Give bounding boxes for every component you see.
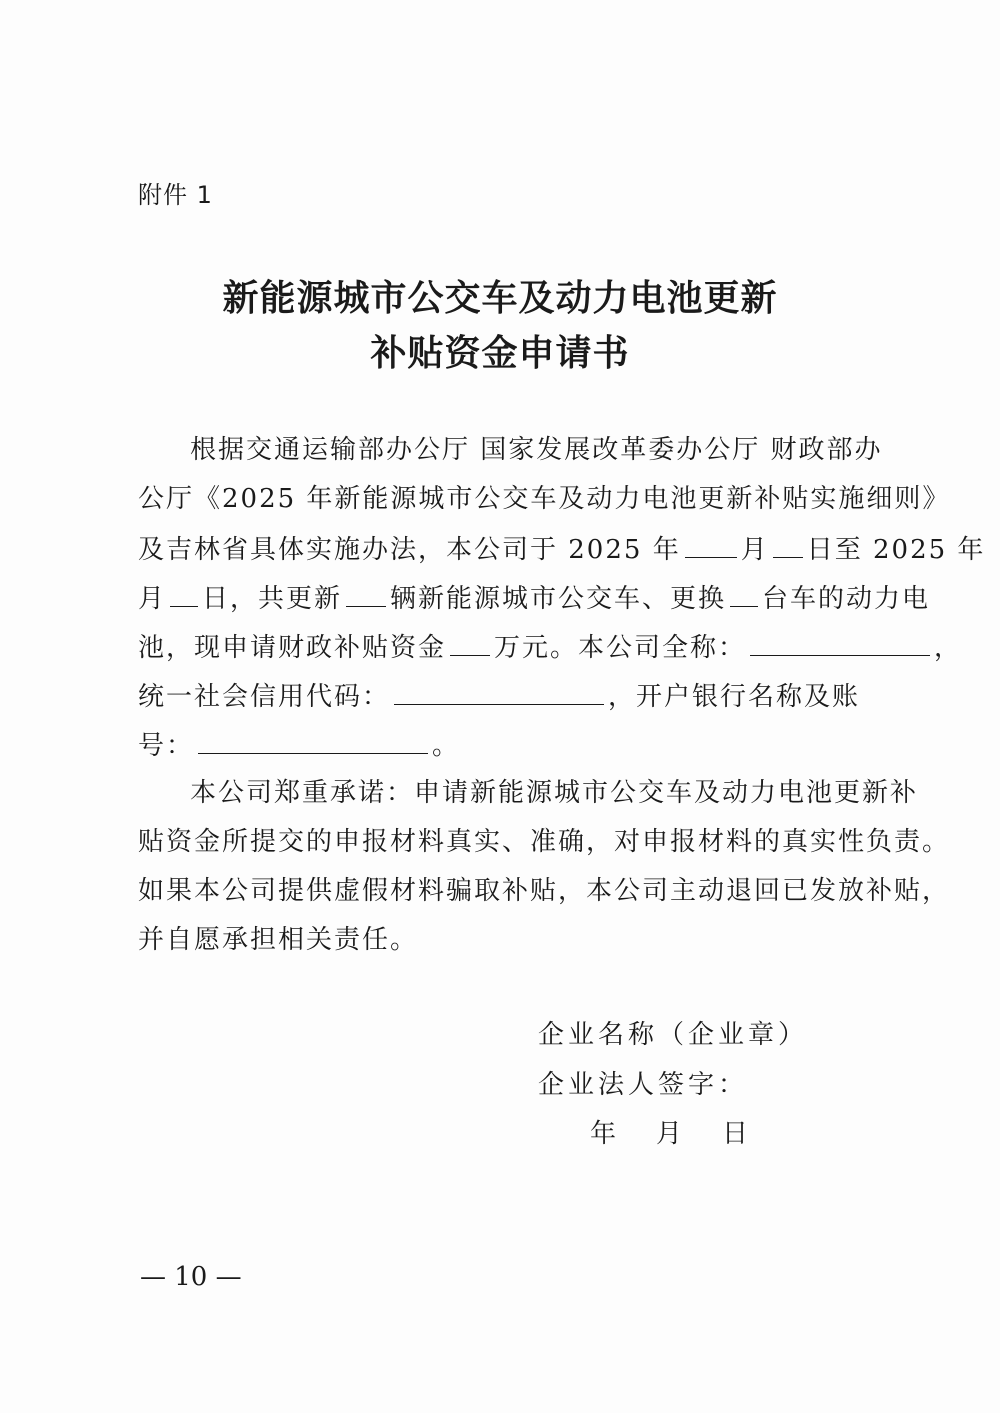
para1-line-3-text-c: 日至 2025 年 bbox=[806, 535, 986, 565]
title-line-2: 补贴资金申请书 bbox=[370, 333, 630, 374]
para1-line-4-text-d: 台车的动力电 bbox=[762, 584, 931, 614]
title-line-1: 新能源城市公交车及动力电池更新 bbox=[222, 278, 778, 319]
company-name-blank[interactable] bbox=[750, 629, 930, 656]
para1-line-4-text-c: 辆新能源城市公交车、更换 bbox=[390, 584, 727, 614]
date-month: 月 bbox=[656, 1119, 683, 1149]
legal-rep-signature-label: 企业法人签字： bbox=[538, 1070, 749, 1100]
para1-line-3-text-a: 及吉林省具体实施办法，本公司于 2025 年 bbox=[138, 535, 681, 565]
day-end-blank[interactable] bbox=[170, 580, 198, 607]
para2-line-1: 本公司郑重承诺：申请新能源城市公交车及动力电池更新补 bbox=[190, 778, 919, 808]
para1-line-2: 公厅《2025 年新能源城市公交车及动力电池更新补贴实施细则》 bbox=[138, 484, 951, 514]
para1-line-7-text-b: 。 bbox=[432, 731, 461, 761]
para1-line-5-text-b: 万元。本公司全称： bbox=[494, 633, 747, 663]
day-start-blank[interactable] bbox=[773, 531, 803, 558]
company-seal-label: 企业名称（企业章） bbox=[538, 1020, 809, 1050]
para2-line-3: 如果本公司提供虚假材料骗取补贴，本公司主动退回已发放补贴， bbox=[138, 876, 951, 906]
credit-code-blank[interactable] bbox=[394, 678, 604, 705]
attachment-label: 附件 1 bbox=[138, 181, 213, 209]
subsidy-amount-blank[interactable] bbox=[450, 629, 490, 656]
para1-line-5 bbox=[138, 629, 963, 665]
bank-account-blank[interactable] bbox=[198, 727, 428, 754]
page-number: — 10 — bbox=[140, 1262, 242, 1292]
para2-line-4: 并自愿承担相关责任。 bbox=[138, 925, 419, 955]
para1-line-4-text-b: 日，共更新 bbox=[202, 584, 343, 614]
battery-count-blank[interactable] bbox=[730, 580, 758, 607]
para1-line-7 bbox=[138, 727, 878, 763]
para1-line-3-text-b: 月 bbox=[740, 535, 769, 565]
signature-date bbox=[590, 1117, 788, 1151]
bus-count-blank[interactable] bbox=[346, 580, 386, 607]
para1-line-3 bbox=[138, 531, 986, 567]
para1-line-6 bbox=[138, 678, 878, 714]
date-year: 年 bbox=[590, 1119, 617, 1149]
date-day: 日 bbox=[722, 1119, 749, 1149]
para1-line-5-text-a: 池，现申请财政补贴资金 bbox=[138, 633, 447, 663]
para1-line-7-text-a: 号： bbox=[138, 731, 195, 761]
para2-line-2: 贴资金所提交的申报材料真实、准确，对申报材料的真实性负责。 bbox=[138, 827, 951, 857]
para1-line-4 bbox=[138, 580, 931, 616]
para1-line-1: 根据交通运输部办公厅 国家发展改革委办公厅 财政部办 bbox=[190, 435, 883, 465]
para1-line-5-text-c: ， bbox=[934, 633, 963, 663]
para1-line-6-text-b: ，开户银行名称及账 bbox=[608, 682, 861, 712]
month-start-blank[interactable] bbox=[685, 531, 737, 558]
para1-line-4-text-a: 月 bbox=[138, 584, 167, 614]
para1-line-6-text-a: 统一社会信用代码： bbox=[138, 682, 391, 712]
